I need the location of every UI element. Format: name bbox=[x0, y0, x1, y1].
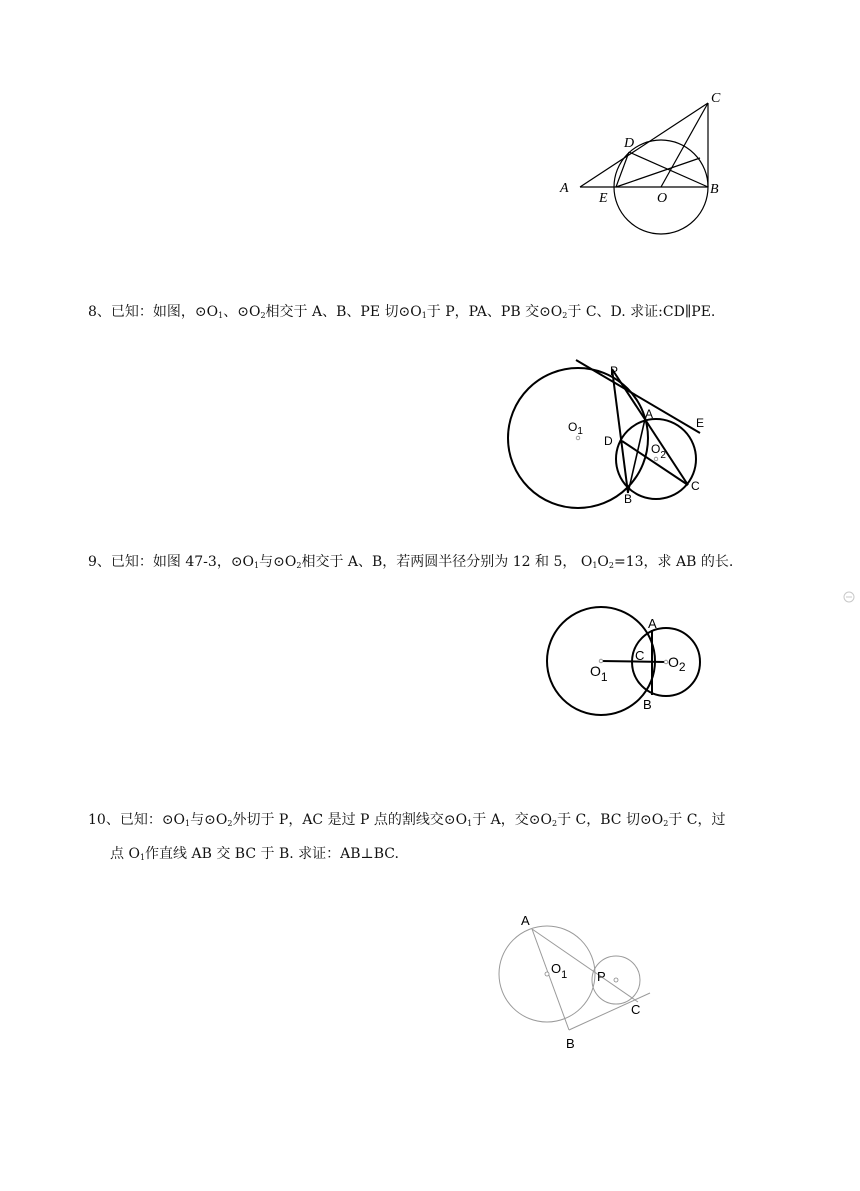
fig8-label-d: D bbox=[604, 434, 613, 448]
fig7-label-o: O bbox=[657, 191, 668, 206]
fig10-line-ac bbox=[532, 929, 638, 1002]
fig7-label-b: B bbox=[710, 182, 719, 197]
problem-10-text bbox=[88, 803, 788, 871]
fig7-label-a: A bbox=[560, 181, 569, 196]
problem-9-text: 9、已知：如图 47-3，$⊙O_1$与$⊙O_2$相交于 A、B，若两圆半径分别为 12 和 5， $O_1O_2=13$，求 AB 的长. bbox=[88, 554, 734, 570]
fig8-center-o2-dot bbox=[654, 457, 658, 461]
figure-9-diagram bbox=[540, 600, 710, 720]
figure-10-diagram bbox=[490, 905, 670, 1055]
problem-10-line-2: 点 $O_1$作直线 AB 交 BC 于 B. 求证：AB⊥BC. bbox=[110, 846, 399, 862]
fig10-center-o2-dot bbox=[614, 978, 618, 982]
fig8-label-c: C bbox=[691, 479, 700, 493]
fig8-label-e: E bbox=[696, 416, 705, 430]
fig7-label-e: E bbox=[599, 191, 608, 206]
fig7-line-eo-chord bbox=[616, 158, 700, 187]
problem-8-text: 8、已知：如图，$⊙O_1$、$⊙O_2$相交于 A、B、PE 切$⊙O_1$于 P，PA、PB 交$⊙O_2$于 C、D. 求证:CD∥PE. bbox=[88, 304, 716, 320]
fig8-label-a: A bbox=[645, 407, 654, 421]
figure-7-diagram bbox=[550, 80, 730, 240]
fig9-line-o1o2 bbox=[601, 661, 666, 662]
fig10-label-a: A bbox=[521, 913, 530, 928]
fig7-label-c: C bbox=[711, 91, 721, 106]
fig9-label-o2: O2 bbox=[668, 654, 686, 674]
fig8-line-ab bbox=[628, 419, 645, 493]
fig7-line-ac bbox=[580, 103, 708, 187]
fig8-tangent-pe bbox=[576, 360, 700, 433]
fig9-label-a: A bbox=[648, 616, 657, 631]
fig9-label-o1: O1 bbox=[590, 663, 608, 684]
fig8-line-pc bbox=[612, 369, 688, 485]
fig9-label-c: C bbox=[635, 648, 645, 663]
fig8-label-p: P bbox=[610, 364, 619, 378]
problem-10-number: 10、 bbox=[88, 812, 120, 828]
fig8-label-o1: $O_1$ bbox=[568, 420, 583, 437]
fig8-label-o2: $O_2$ bbox=[651, 442, 666, 461]
fig7-label-d: D bbox=[624, 136, 635, 151]
margin-mark-icon bbox=[842, 590, 856, 604]
fig10-label-c: C bbox=[631, 1002, 641, 1017]
fig10-label-o1: $O_1$ bbox=[551, 961, 568, 981]
problem-8-number: 8、 bbox=[88, 304, 111, 320]
fig10-label-p: P bbox=[597, 969, 606, 984]
fig8-label-b: B bbox=[624, 492, 633, 506]
problem-9-number: 9、 bbox=[88, 554, 111, 570]
figure-8-diagram bbox=[500, 355, 720, 515]
problem-10-line-1: 10、已知：$⊙O_1$与$⊙O_2$外切于 P，AC 是过 P 点的割线交$⊙O_1$于 A，交$⊙O_2$于 C，BC 切$⊙O_2$于 C，过 bbox=[88, 812, 726, 828]
fig9-label-b: B bbox=[643, 697, 652, 712]
fig10-center-o1-dot bbox=[545, 972, 549, 976]
fig10-label-b: B bbox=[566, 1036, 575, 1051]
fig7-line-co bbox=[661, 103, 708, 187]
